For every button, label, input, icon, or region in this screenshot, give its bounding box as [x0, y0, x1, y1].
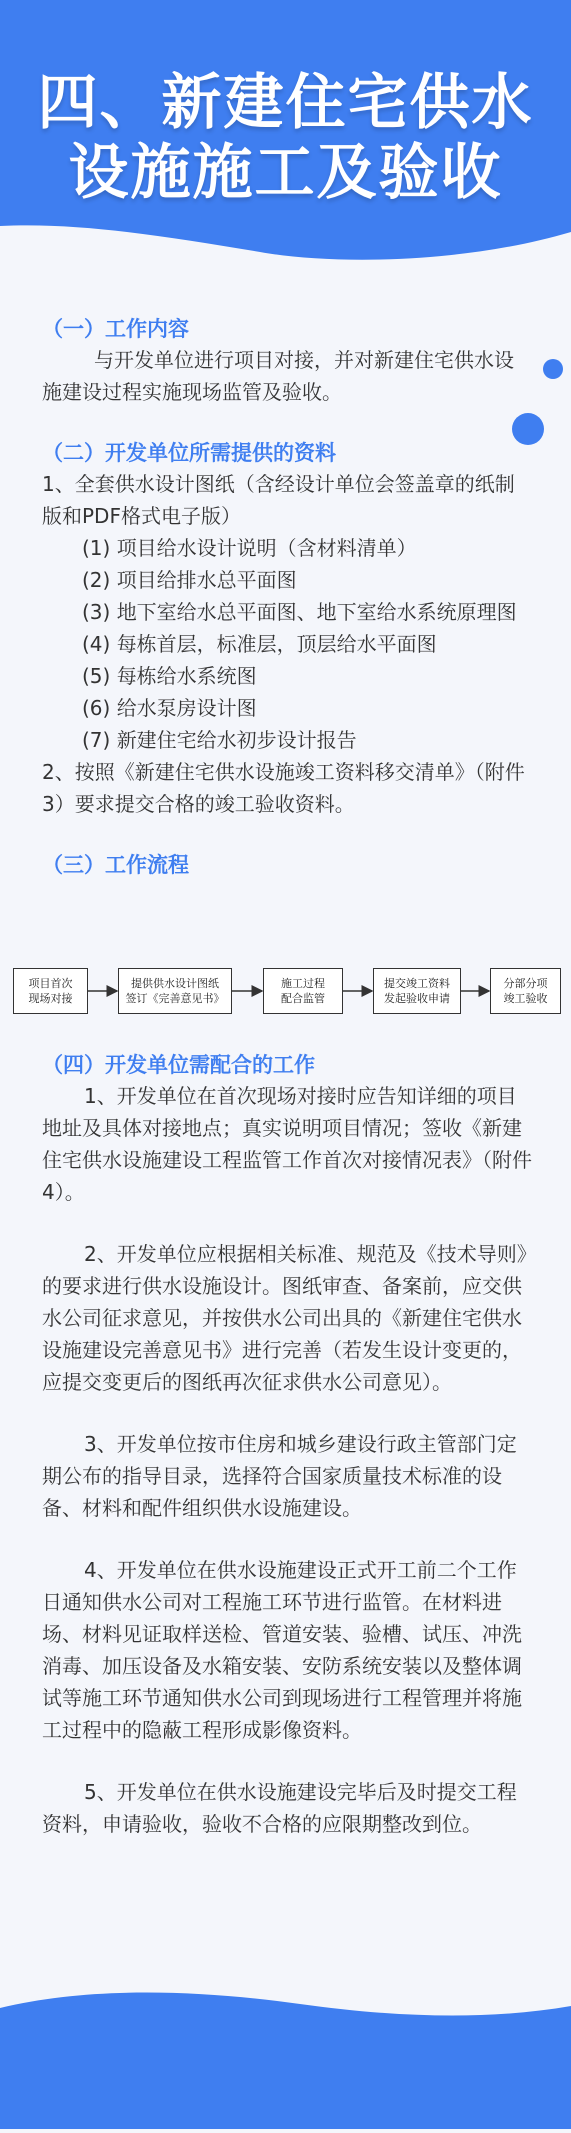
- page-title: [0, 68, 571, 208]
- main-content: [42, 314, 532, 880]
- workflow-step-1: 项目首次 现场对接: [13, 968, 88, 1014]
- footer-wave-background: [0, 1990, 571, 2129]
- section-1-heading: （一）工作内容: [42, 317, 189, 341]
- section-2-sub-item: (2) 项目给排水总平面图: [82, 568, 297, 592]
- section-4: [42, 1050, 532, 1840]
- section-2-sub-item: (6) 给水泵房设计图: [82, 696, 257, 720]
- page-title-line-1: 四、新建住宅供水: [37, 68, 534, 138]
- section-4-heading: （四）开发单位需配合的工作: [42, 1053, 315, 1077]
- section-2-heading: （二）开发单位所需提供的资料: [42, 441, 336, 465]
- decorative-dot-small: [543, 359, 563, 379]
- section-2-sub-item: (4) 每栋首层，标准层，顶层给水平面图: [82, 632, 437, 656]
- workflow-diagram: [0, 964, 571, 1024]
- section-3-heading: （三）工作流程: [42, 853, 189, 877]
- section-4-paragraph: 4、开发单位在供水设施建设正式开工前二个工作日通知供水公司对工程施工环节进行监管。在材料进场、材料见证取样送检、管道安装、验槽、试压、冲洗消毒、加压设备及水箱安装、安防系统安装以及整体调试等施工环节通知供水公司到现场进行工程管理并将施工过程中的隐蔽工程形成影像资料。: [42, 1558, 522, 1742]
- workflow-step-2: 提供供水设计图纸 签订《完善意见书》: [118, 968, 232, 1014]
- section-2-sub-item: (7) 新建住宅给水初步设计报告: [82, 728, 357, 752]
- section-2-item-2: 2、按照《新建住宅供水设施竣工资料移交清单》（附件3）要求提交合格的竣工验收资料。: [42, 760, 525, 816]
- section-2-sub-item: (5) 每栋给水系统图: [82, 664, 257, 688]
- section-1-body: 与开发单位进行项目对接，并对新建住宅供水设施建设过程实施现场监管及验收。: [42, 348, 514, 404]
- section-4-paragraph: 1、开发单位在首次现场对接时应告知详细的项目地址及具体对接地点；真实说明项目情况；签收《新建住宅供水设施建设工程监管工作首次对接情况表》（附件4）。: [42, 1084, 532, 1204]
- section-4-paragraph: 5、开发单位在供水设施建设完毕后及时提交工程资料，申请验收，验收不合格的应限期整改到位。: [42, 1780, 517, 1836]
- section-4-paragraph: 2、开发单位应根据相关标准、规范及《技术导则》的要求进行供水设施设计。图纸审查、备案前，应交供水公司征求意见，并按供水公司出具的《新建住宅供水设施建设完善意见书》进行完善（若发生设计变更的，应提交变更后的图纸再次征求供水公司意见）。: [42, 1242, 527, 1394]
- workflow-step-3: 施工过程 配合监管: [263, 968, 343, 1014]
- section-2-item-1: 1、全套供水设计图纸（含经设计单位会签盖章的纸制版和PDF格式电子版）: [42, 472, 515, 528]
- section-4-paragraph: 3、开发单位按市住房和城乡建设行政主管部门定期公布的指导目录，选择符合国家质量技术标准的设备、材料和配件组织供水设施建设。: [42, 1432, 517, 1520]
- footer-wave: [0, 1990, 571, 2129]
- workflow-step-5: 分部分项 竣工验收: [490, 968, 561, 1014]
- page-title-line-2: 设施施工及验收: [68, 138, 503, 208]
- section-2-sub-item: (1) 项目给水设计说明（含材料清单）: [82, 536, 417, 560]
- hero-banner: [0, 0, 571, 270]
- section-2-sub-item: (3) 地下室给水总平面图、地下室给水系统原理图: [82, 600, 517, 624]
- workflow-step-4: 提交竣工资料 发起验收申请: [373, 968, 461, 1014]
